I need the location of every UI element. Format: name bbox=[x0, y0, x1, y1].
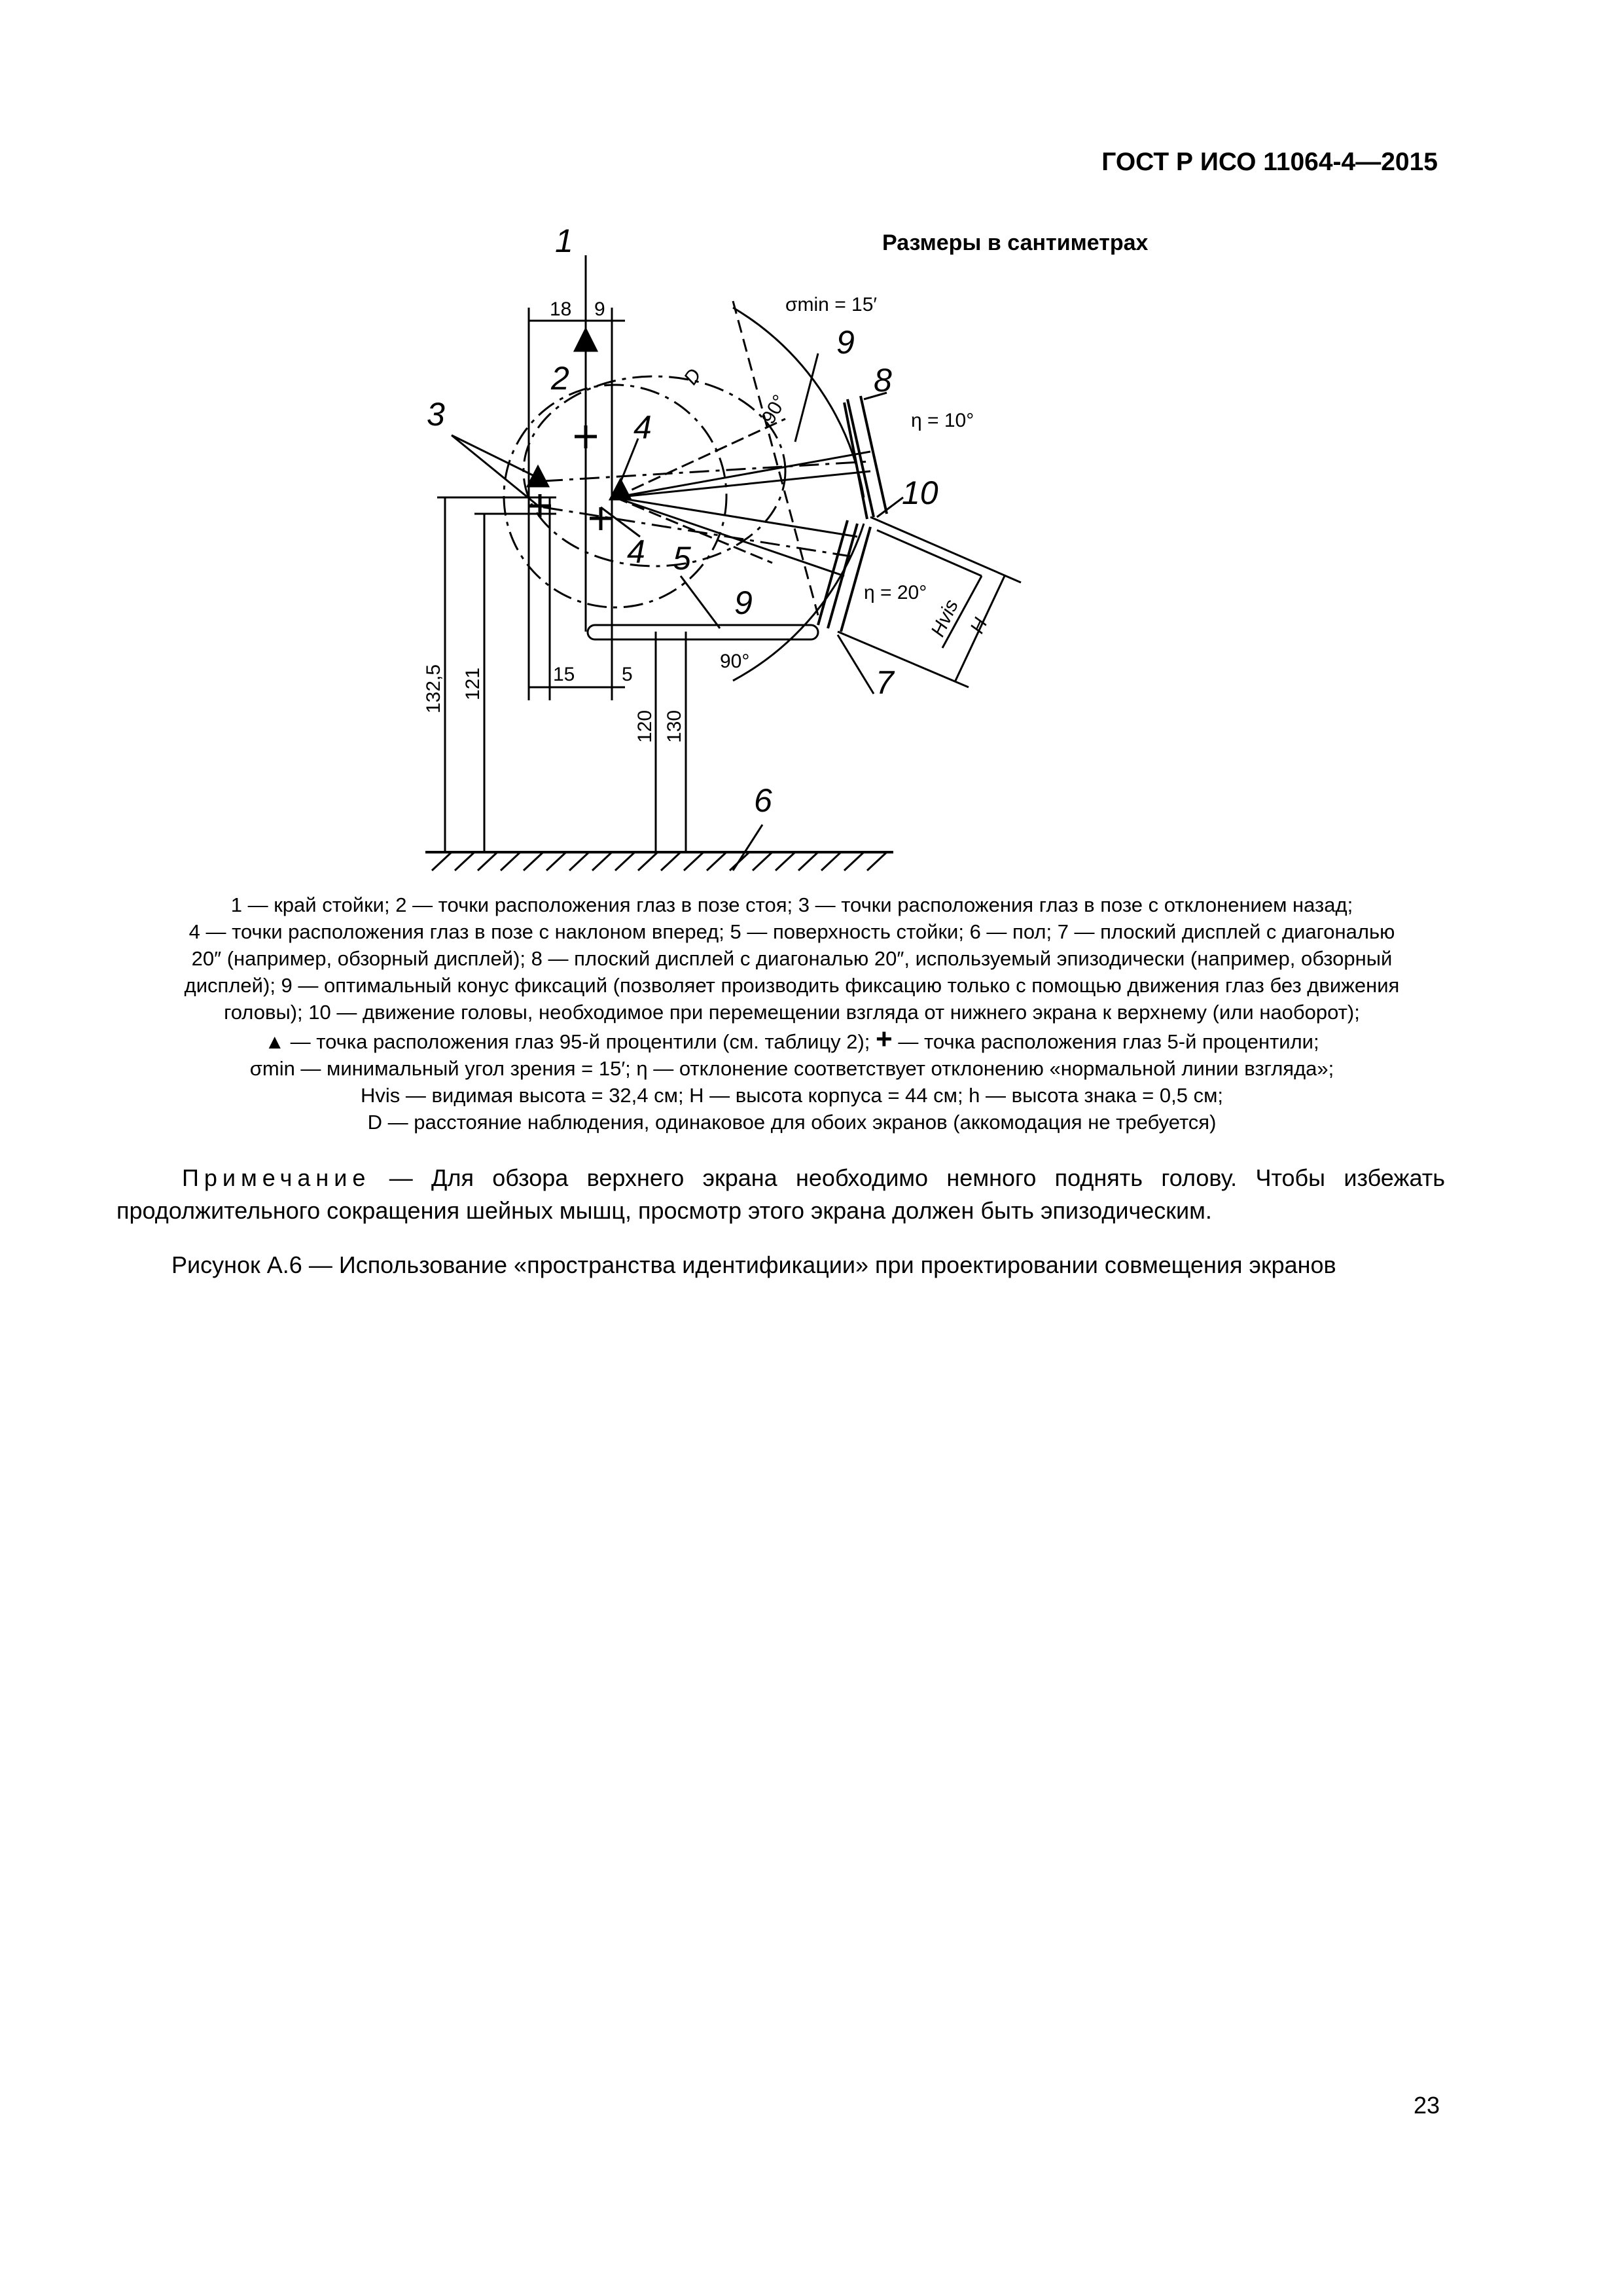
callout-4-top: 4 bbox=[633, 409, 652, 446]
h-label: H bbox=[966, 615, 992, 637]
floor-hatching bbox=[432, 852, 887, 870]
legend-line-6b: — точка расположения глаз 5-й процентили; bbox=[898, 1030, 1319, 1053]
angle-90-bottom: 90° bbox=[720, 651, 750, 672]
callout-3: 3 bbox=[427, 396, 445, 433]
legend-line-5: головы); 10 — движение головы, необходимое при перемещении взгляда от нижнего экрана к верхнему (или наоборот); bbox=[224, 1001, 1360, 1024]
document-header: ГОСТ Р ИСО 11064-4—2015 bbox=[1101, 148, 1438, 176]
dim-120: 120 bbox=[634, 709, 656, 743]
d-label: D bbox=[679, 365, 706, 389]
dim-130: 130 bbox=[664, 709, 685, 743]
note-text: — Для обзора верхнего экрана необходимо немного поднять голову. Чтобы избежать продолжительного сокращения шейных мышц, просмотр этого экрана должен быть эпизодическим. bbox=[116, 1164, 1445, 1224]
plus-icon: + bbox=[876, 1023, 893, 1055]
sigma-label: σmin = 15′ bbox=[785, 294, 878, 315]
dim-15: 15 bbox=[553, 664, 575, 685]
legend-line-2: 4 — точки расположения глаз в позе с наклоном вперед; 5 — поверхность стойки; 6 — пол; 7 — плоский дисплей с диагональю bbox=[188, 920, 1395, 943]
figure-legend bbox=[111, 891, 1472, 1136]
legend-line-6a: — точка расположения глаз 95-й процентили (см. таблицу 2); bbox=[290, 1030, 870, 1053]
eta-20-label: η = 20° bbox=[864, 582, 927, 603]
legend-line-3: 20″ (например, обзорный дисплей); 8 — плоский дисплей с диагональю 20″, используемый эпизодически (например, обзорный bbox=[191, 947, 1393, 970]
hvis-label: Hvis bbox=[927, 596, 963, 640]
callout-1: 1 bbox=[555, 223, 573, 259]
page-number: 23 bbox=[1414, 2092, 1440, 2119]
callout-9-top: 9 bbox=[836, 324, 855, 361]
eta-10-label: η = 10° bbox=[911, 410, 974, 431]
dim-121: 121 bbox=[462, 667, 484, 700]
callout-7: 7 bbox=[876, 664, 894, 701]
legend-line-9: D — расстояние наблюдения, одинаковое для обоих экранов (аккомодация не требуется) bbox=[367, 1111, 1217, 1134]
note-paragraph bbox=[116, 1162, 1445, 1227]
eye-point-markers bbox=[529, 331, 630, 530]
units-note: Размеры в сантиметрах bbox=[882, 230, 1149, 255]
note-label: Примечание bbox=[182, 1164, 371, 1191]
dim-132-5: 132,5 bbox=[423, 664, 444, 713]
legend-line-8: Hvis — видимая высота = 32,4 см; H — высота корпуса = 44 см; h — высота знака = 0,5 см; bbox=[360, 1084, 1224, 1107]
legend-line-1: 1 — край стойки; 2 — точки расположения глаз в позе стоя; 3 — точки расположения глаз в позе с отклонением назад; bbox=[230, 893, 1353, 916]
callout-9-bottom: 9 bbox=[734, 584, 753, 621]
legend-line-7: σmin — минимальный угол зрения = 15′; η — отклонение соответствует отклонению «нормальной линии взгляда»; bbox=[249, 1057, 1334, 1080]
callout-2: 2 bbox=[551, 360, 569, 397]
triangle-icon: ▲ bbox=[264, 1030, 285, 1053]
callout-8: 8 bbox=[874, 362, 892, 399]
legend-line-4: дисплей); 9 — оптимальный конус фиксаций (позволяет производить фиксацию только с помощью движения глаз без движения bbox=[184, 974, 1400, 997]
screen-top bbox=[844, 396, 887, 519]
figure-caption: Рисунок А.6 — Использование «пространства идентификации» при проектировании совмещения экранов bbox=[171, 1251, 1336, 1278]
callout-4-bottom: 4 bbox=[627, 533, 645, 570]
callout-10: 10 bbox=[902, 475, 938, 511]
dim-5: 5 bbox=[622, 664, 633, 685]
callout-6: 6 bbox=[754, 782, 772, 819]
dim-9: 9 bbox=[594, 298, 605, 320]
angle-90-top: 90° bbox=[757, 391, 791, 428]
callout-5: 5 bbox=[673, 540, 691, 577]
legend-line-6 bbox=[111, 1023, 1472, 1055]
technical-drawing bbox=[0, 0, 1623, 890]
dim-18: 18 bbox=[550, 298, 572, 320]
